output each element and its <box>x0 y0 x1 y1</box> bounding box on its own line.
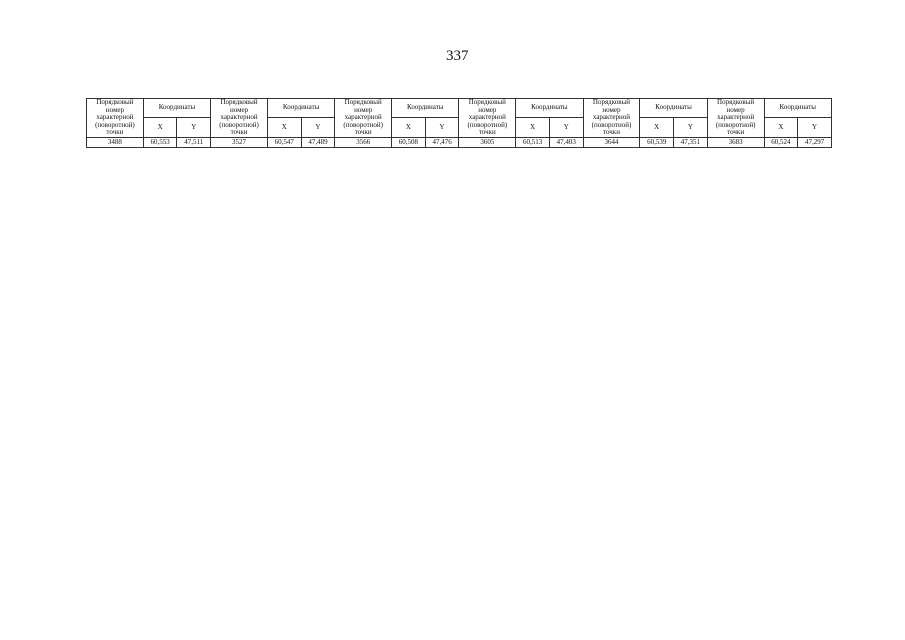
point-number-header: Порядковый номер характерной (поворотной) точки <box>707 99 764 138</box>
y-coordinate-cell: 47,489 <box>301 137 335 147</box>
point-number-header: Порядковый номер характерной (поворотной) точки <box>583 99 640 138</box>
page-number: 337 <box>446 48 469 64</box>
coordinates-header: Координаты <box>143 99 210 118</box>
point-number-cell: 3644 <box>583 137 640 147</box>
coordinates-header: Координаты <box>640 99 707 118</box>
y-coordinate-cell: 47,351 <box>674 137 708 147</box>
y-coordinate-cell: 47,511 <box>177 137 211 147</box>
y-header: Y <box>798 118 832 137</box>
coordinates-header: Координаты <box>764 99 831 118</box>
coordinates-header: Координаты <box>516 99 583 118</box>
coordinates-header: Координаты <box>392 99 459 118</box>
point-number-header: Порядковый номер характерной (поворотной) точки <box>211 99 268 138</box>
x-coordinate-cell: 60,553 <box>143 137 177 147</box>
y-coordinate-cell: 47,476 <box>425 137 459 147</box>
x-header: X <box>640 118 674 137</box>
point-number-header: Порядковый номер характерной (поворотной) точки <box>87 99 144 138</box>
y-header: Y <box>177 118 211 137</box>
x-coordinate-cell: 60,508 <box>392 137 426 147</box>
y-header: Y <box>301 118 335 137</box>
x-header: X <box>764 118 798 137</box>
point-number-cell: 3605 <box>459 137 516 147</box>
table-row <box>87 137 832 147</box>
y-coordinate-cell: 47,297 <box>798 137 832 147</box>
point-number-header: Порядковый номер характерной (поворотной) точки <box>459 99 516 138</box>
point-number-cell: 3488 <box>87 137 144 147</box>
x-header: X <box>143 118 177 137</box>
y-header: Y <box>549 118 583 137</box>
table-body <box>87 137 832 147</box>
point-number-cell: 3527 <box>211 137 268 147</box>
y-coordinate-cell: 47,403 <box>549 137 583 147</box>
y-header: Y <box>425 118 459 137</box>
y-header: Y <box>674 118 708 137</box>
x-header: X <box>516 118 550 137</box>
x-coordinate-cell: 60,539 <box>640 137 674 147</box>
x-header: X <box>392 118 426 137</box>
table-header <box>87 99 832 138</box>
point-number-cell: 3683 <box>707 137 764 147</box>
point-number-cell: 3566 <box>335 137 392 147</box>
coordinate-table <box>86 98 832 148</box>
x-coordinate-cell: 60,547 <box>267 137 301 147</box>
point-number-header: Порядковый номер характерной (поворотной) точки <box>335 99 392 138</box>
x-coordinate-cell: 60,524 <box>764 137 798 147</box>
coordinates-header: Координаты <box>267 99 334 118</box>
x-header: X <box>267 118 301 137</box>
x-coordinate-cell: 60,513 <box>516 137 550 147</box>
